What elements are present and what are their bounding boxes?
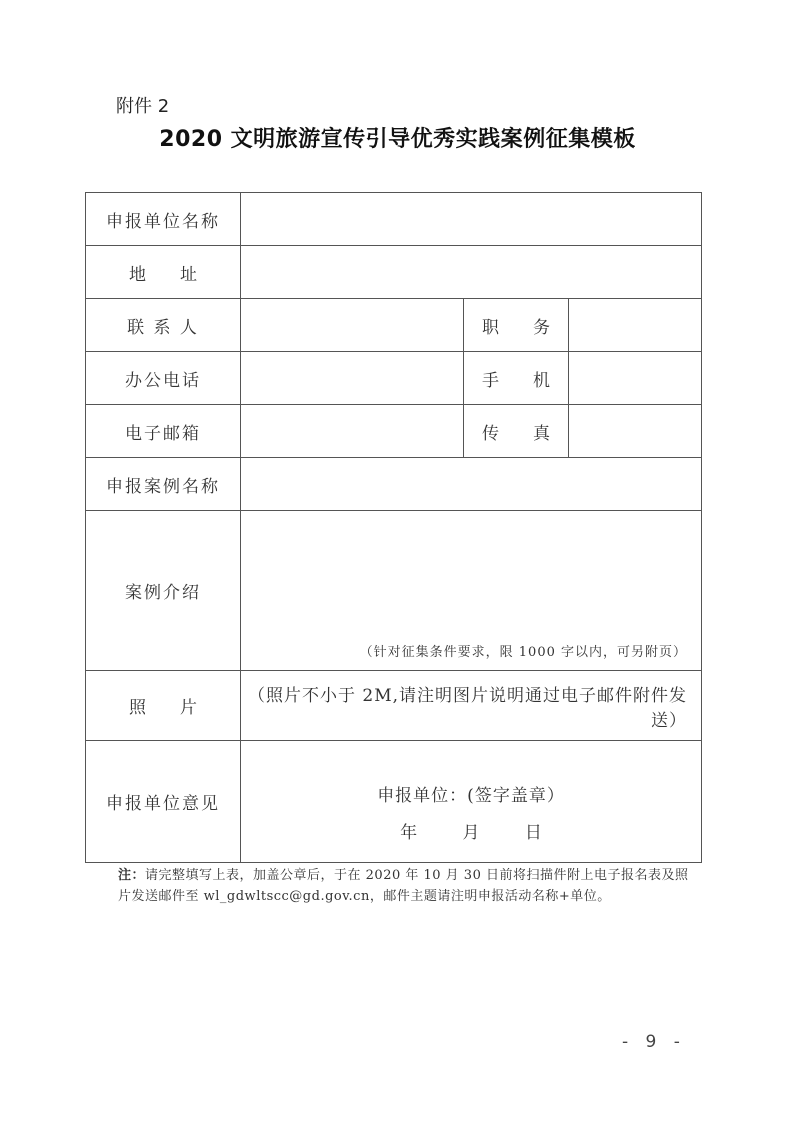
- case-intro-hint: （针对征集条件要求，限 1000 字以内，可另附页）: [359, 645, 688, 660]
- opinion-date-text: 年 月 日: [400, 822, 542, 843]
- mobile-field[interactable]: [569, 352, 702, 405]
- email-label: 电子邮箱: [86, 405, 241, 458]
- page-number: - 9 -: [622, 1032, 686, 1052]
- row-address: [86, 246, 702, 299]
- photo-label: 照 片: [86, 671, 241, 741]
- case-name-field[interactable]: [241, 458, 702, 511]
- row-email: [86, 405, 702, 458]
- email-field[interactable]: [241, 405, 464, 458]
- document-title: 2020 文明旅游宣传引导优秀实践案例征集模板: [159, 127, 636, 152]
- row-case-name: [86, 458, 702, 511]
- contact-label: 联 系 人: [86, 299, 241, 352]
- photo-field[interactable]: [241, 671, 702, 741]
- footnote: [118, 865, 698, 907]
- row-unit-name: [86, 193, 702, 246]
- row-phone: [86, 352, 702, 405]
- case-intro-label: 案例介绍: [86, 511, 241, 671]
- office-phone-label: 办公电话: [86, 352, 241, 405]
- unit-name-field[interactable]: [241, 193, 702, 246]
- position-field[interactable]: [569, 299, 702, 352]
- fax-label: 传 真: [464, 405, 569, 458]
- attachment-label: 附件 2: [116, 96, 170, 117]
- case-name-label: 申报案例名称: [86, 458, 241, 511]
- position-label: 职 务: [464, 299, 569, 352]
- case-intro-field[interactable]: [241, 511, 702, 671]
- address-field[interactable]: [241, 246, 702, 299]
- row-photo: [86, 671, 702, 741]
- footnote-text: 请完整填写上表，加盖公章后，于在 2020 年 10 月 30 日前将扫描件附上电子报名表及照片发送邮件至 wl_gdwltscc@gd.gov.cn，邮件主题请注明申报活动名称+单位。: [118, 868, 689, 904]
- opinion-field[interactable]: [241, 741, 702, 863]
- office-phone-field[interactable]: [241, 352, 464, 405]
- row-opinion: [86, 741, 702, 863]
- photo-hint: （照片不小于 2M,请注明图片说明通过电子邮件附件发送）: [247, 685, 688, 731]
- fax-field[interactable]: [569, 405, 702, 458]
- row-case-intro: [86, 511, 702, 671]
- mobile-label: 手 机: [464, 352, 569, 405]
- row-contact: [86, 299, 702, 352]
- application-form-table: [85, 192, 702, 863]
- opinion-label: 申报单位意见: [86, 741, 241, 863]
- contact-field[interactable]: [241, 299, 464, 352]
- opinion-sign-text: 申报单位：(签字盖章）: [377, 785, 565, 806]
- unit-name-label: 申报单位名称: [86, 193, 241, 246]
- address-label: 地 址: [86, 246, 241, 299]
- footnote-prefix: 注：: [118, 868, 146, 883]
